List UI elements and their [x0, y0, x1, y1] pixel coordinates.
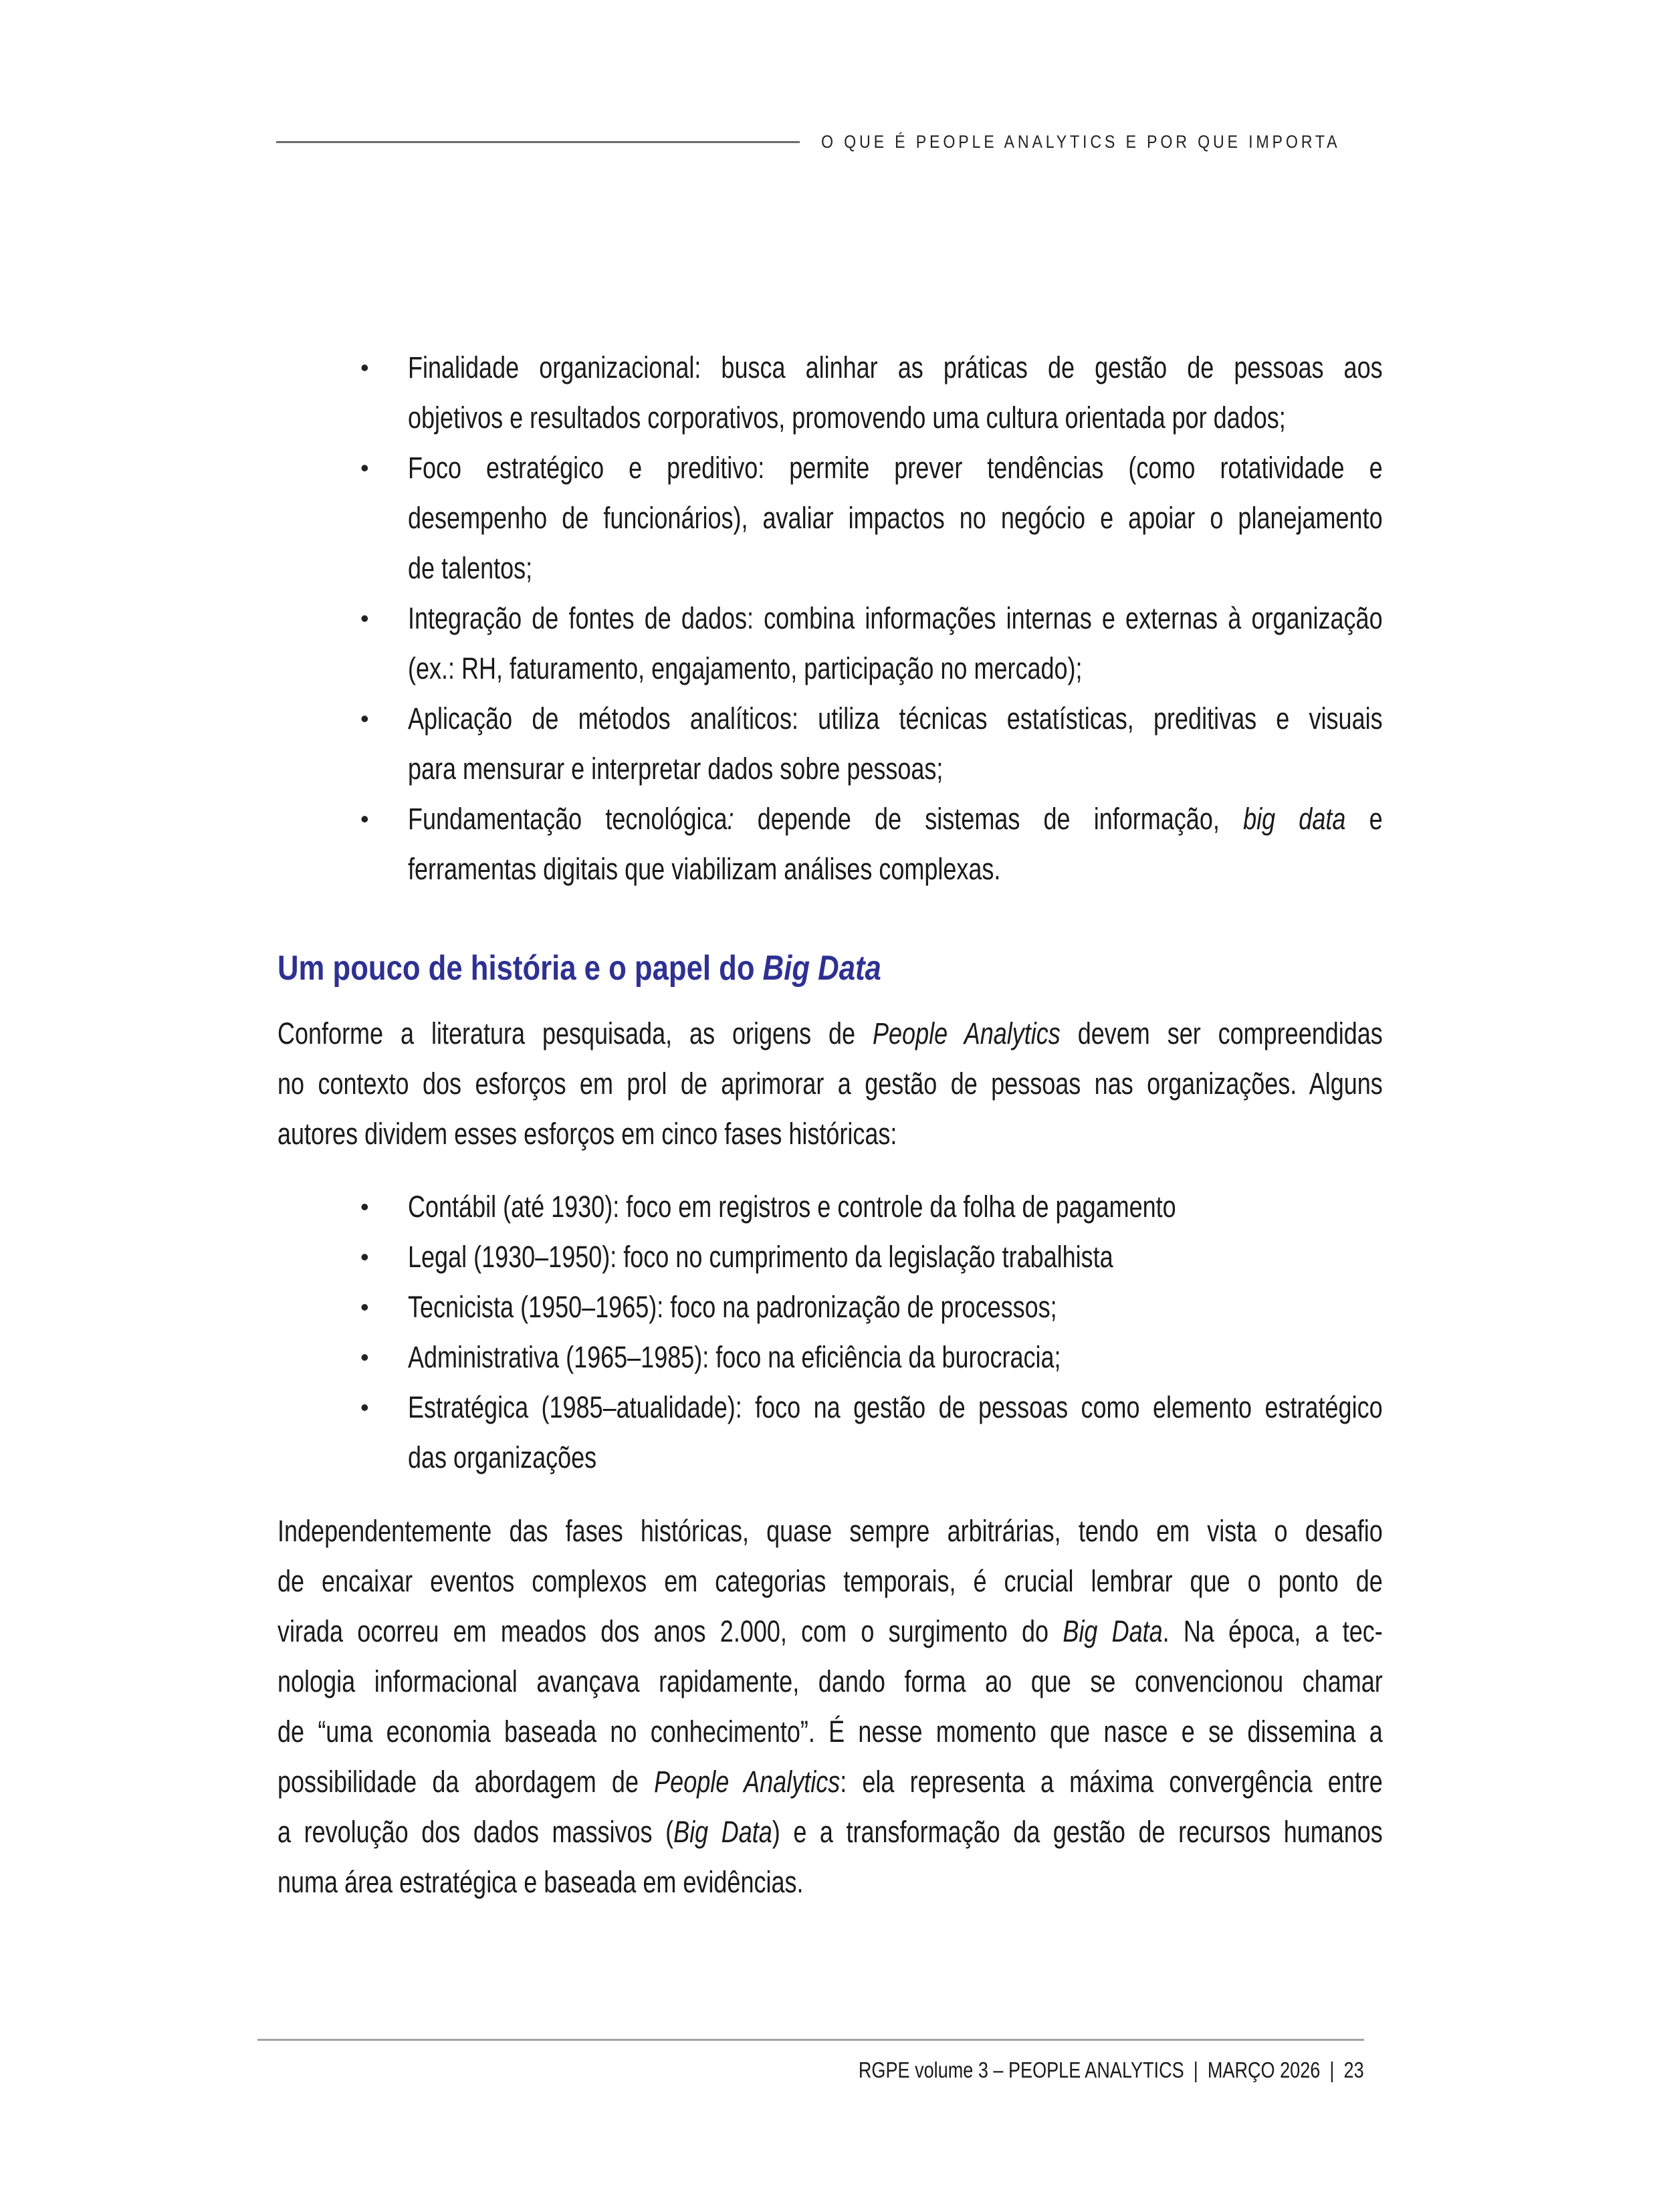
text-run: ) e a transformação da gestão de recursos humanos	[772, 1815, 1383, 1849]
bullet-icon: •	[360, 1293, 369, 1321]
list-item-line	[408, 1432, 1626, 1482]
list-item-line-text: (ex.: RH, faturamento, engajamento, participação no mercado);	[408, 651, 1083, 685]
list-item-line	[408, 393, 1626, 443]
list-item-line	[360, 1282, 1626, 1332]
closing-paragraph	[278, 1506, 1659, 1907]
paragraph-line	[278, 1109, 1659, 1159]
list-item-line	[360, 443, 1626, 493]
paragraph-line	[278, 1556, 1659, 1606]
list-item-line-text: Aplicação de métodos analíticos: utiliza técnicas estatísticas, preditivas e visuais	[408, 701, 1383, 736]
list-item	[360, 1382, 1626, 1482]
text-run: : ela representa a máxima convergência entre	[840, 1765, 1383, 1799]
paragraph-line-text	[278, 1556, 1383, 1606]
text-run: numa área estratégica e baseada em evidências.	[278, 1865, 804, 1899]
section-heading-italic: Big Data	[762, 949, 881, 988]
list-item	[360, 1182, 1626, 1232]
paragraph-line	[278, 1656, 1659, 1706]
text-run: e	[1345, 802, 1383, 836]
bullet-icon: •	[360, 705, 369, 732]
intro-paragraph	[278, 1008, 1659, 1159]
italic-term: People Analytics	[654, 1765, 841, 1799]
list-item	[360, 342, 1626, 443]
paragraph-line-text	[278, 1706, 1383, 1757]
paragraph-line	[278, 1757, 1659, 1807]
text-run: nologia informacional avançava rapidamente, dando forma ao que se convencionou chamar	[278, 1664, 1383, 1698]
footer-publication: RGPE volume 3 – PEOPLE ANALYTICS	[859, 2058, 1185, 2082]
paragraph-line-text	[278, 1656, 1383, 1706]
paragraph-line-text	[278, 1757, 1383, 1807]
paragraph-line	[278, 1606, 1659, 1656]
list-item-line-text: Contábil (até 1930): foco em registros e controle da folha de pagamento	[408, 1190, 1176, 1224]
text-run: Fundamentação tecnológica	[408, 802, 728, 836]
text-run: autores dividem esses esforços em cinco fases históricas:	[278, 1117, 897, 1151]
paragraph-line-text	[278, 1606, 1383, 1656]
paragraph-line	[278, 1807, 1659, 1857]
footer-separator: |	[1329, 2058, 1335, 2082]
running-header-title: O QUE É PEOPLE ANALYTICS E POR QUE IMPORTA	[821, 132, 1341, 152]
bullet-icon: •	[360, 805, 369, 833]
list-item-line-text: para mensurar e interpretar dados sobre pessoas;	[408, 752, 944, 786]
list-item-line-text: Tecnicista (1950–1965): foco na padronização de processos;	[408, 1290, 1057, 1324]
list-item-line-text: Estratégica (1985–atualidade): foco na gestão de pessoas como elemento estratégico	[408, 1390, 1383, 1424]
footer-rule	[257, 2039, 1364, 2041]
italic-term: :	[727, 802, 734, 836]
text-run: Conforme a literatura pesquisada, as origens de	[278, 1016, 873, 1050]
text-run: . Na época, a tec-	[1162, 1614, 1383, 1648]
paragraph-line	[278, 1059, 1659, 1109]
text-run: Independentemente das fases históricas, quase sempre arbitrárias, tendo em vista o desafio	[278, 1514, 1383, 1548]
list-item-line-text: Integração de fontes de dados: combina informações internas e externas à organização	[408, 601, 1383, 635]
header-rule	[276, 141, 800, 143]
text-run: depende de sistemas de informação,	[734, 802, 1244, 836]
list-item-line-text	[408, 844, 1383, 894]
list-item	[360, 693, 1626, 794]
paragraph-line	[278, 1857, 1659, 1907]
section-heading-text: Um pouco de história e o papel do	[278, 949, 763, 988]
italic-term: Big Data	[1063, 1614, 1163, 1648]
text-run: de encaixar eventos complexos em categorias temporais, é crucial lembrar que o ponto de	[278, 1564, 1383, 1598]
list-item-line-text: Finalidade organizacional: busca alinhar as práticas de gestão de pessoas aos	[408, 350, 1383, 384]
list-item-line	[408, 643, 1626, 693]
section-heading	[278, 948, 881, 988]
bullet-icon: •	[360, 1394, 369, 1421]
list-item-line	[360, 342, 1626, 393]
list-item	[360, 794, 1626, 894]
list-item	[360, 443, 1626, 593]
list-item-line	[408, 493, 1626, 543]
footer-separator: |	[1194, 2058, 1199, 2082]
list-item-line	[408, 543, 1626, 593]
bullet-icon: •	[360, 604, 369, 632]
page-number: 23	[1343, 2058, 1364, 2082]
text-run: no contexto dos esforços em prol de aprimorar a gestão de pessoas nas organizações. Alguns	[278, 1067, 1383, 1101]
list-item-line-text: objetivos e resultados corporativos, promovendo uma cultura orientada por dados;	[408, 401, 1286, 435]
paragraph-line-text	[278, 1008, 1383, 1059]
list-item-line	[360, 1382, 1626, 1432]
list-item-line	[360, 1182, 1626, 1232]
text-run: possibilidade da abordagem de	[278, 1765, 655, 1799]
paragraph-line-text	[278, 1059, 1383, 1109]
list-item	[360, 1332, 1626, 1382]
paragraph-line-text	[278, 1857, 1383, 1907]
footer-date: MARÇO 2026	[1208, 2058, 1321, 2082]
italic-term: People Analytics	[873, 1016, 1061, 1050]
text-run: devem ser compreendidas	[1060, 1016, 1383, 1050]
list-item-line-text: desempenho de funcionários), avaliar impactos no negócio e apoiar o planejamento	[408, 501, 1383, 535]
paragraph-line-text	[278, 1109, 1383, 1159]
text-run: de “uma economia baseada no conhecimento”. É nesse momento que nasce e se dissemina a	[278, 1715, 1383, 1749]
bullet-icon: •	[360, 454, 369, 481]
historical-phases-list	[360, 1182, 1626, 1482]
list-item-line	[408, 844, 1626, 894]
list-item-line-text	[408, 794, 1383, 844]
list-item-line-text: Administrativa (1965–1985): foco na eficiência da burocracia;	[408, 1340, 1061, 1374]
list-item	[360, 593, 1626, 693]
list-item-line	[360, 1332, 1626, 1382]
list-item-line	[408, 744, 1626, 794]
list-item	[360, 1232, 1626, 1282]
paragraph-line	[278, 1008, 1659, 1059]
list-item-line	[360, 693, 1626, 744]
italic-term: Big Data	[673, 1815, 772, 1849]
paragraph-line	[278, 1506, 1659, 1556]
list-item-line-text: das organizações	[408, 1440, 597, 1474]
list-item-line	[360, 1232, 1626, 1282]
bullet-icon: •	[360, 354, 369, 381]
text-run: a revolução dos dados massivos (	[278, 1815, 674, 1849]
list-item-line-text: Legal (1930–1950): foco no cumprimento da legislação trabalhista	[408, 1240, 1113, 1274]
list-item-line	[360, 593, 1626, 643]
list-item-line-text: de talentos;	[408, 551, 533, 585]
text-run: ferramentas digitais que viabilizam análises complexas.	[408, 852, 1001, 886]
list-item-line-text: Foco estratégico e preditivo: permite prever tendências (como rotatividade e	[408, 451, 1383, 485]
characteristics-bullet-list	[360, 342, 1626, 894]
list-item	[360, 1282, 1626, 1332]
paragraph-line-text	[278, 1807, 1383, 1857]
footer	[859, 2057, 1364, 2084]
bullet-icon: •	[360, 1193, 369, 1220]
bullet-icon: •	[360, 1343, 369, 1371]
italic-term: big data	[1243, 802, 1346, 836]
paragraph-line-text	[278, 1506, 1383, 1556]
text-run: virada ocorreu em meados dos anos 2.000, com o surgimento do	[278, 1614, 1063, 1648]
paragraph-line	[278, 1706, 1659, 1757]
bullet-icon: •	[360, 1243, 369, 1270]
list-item-line	[360, 794, 1626, 844]
